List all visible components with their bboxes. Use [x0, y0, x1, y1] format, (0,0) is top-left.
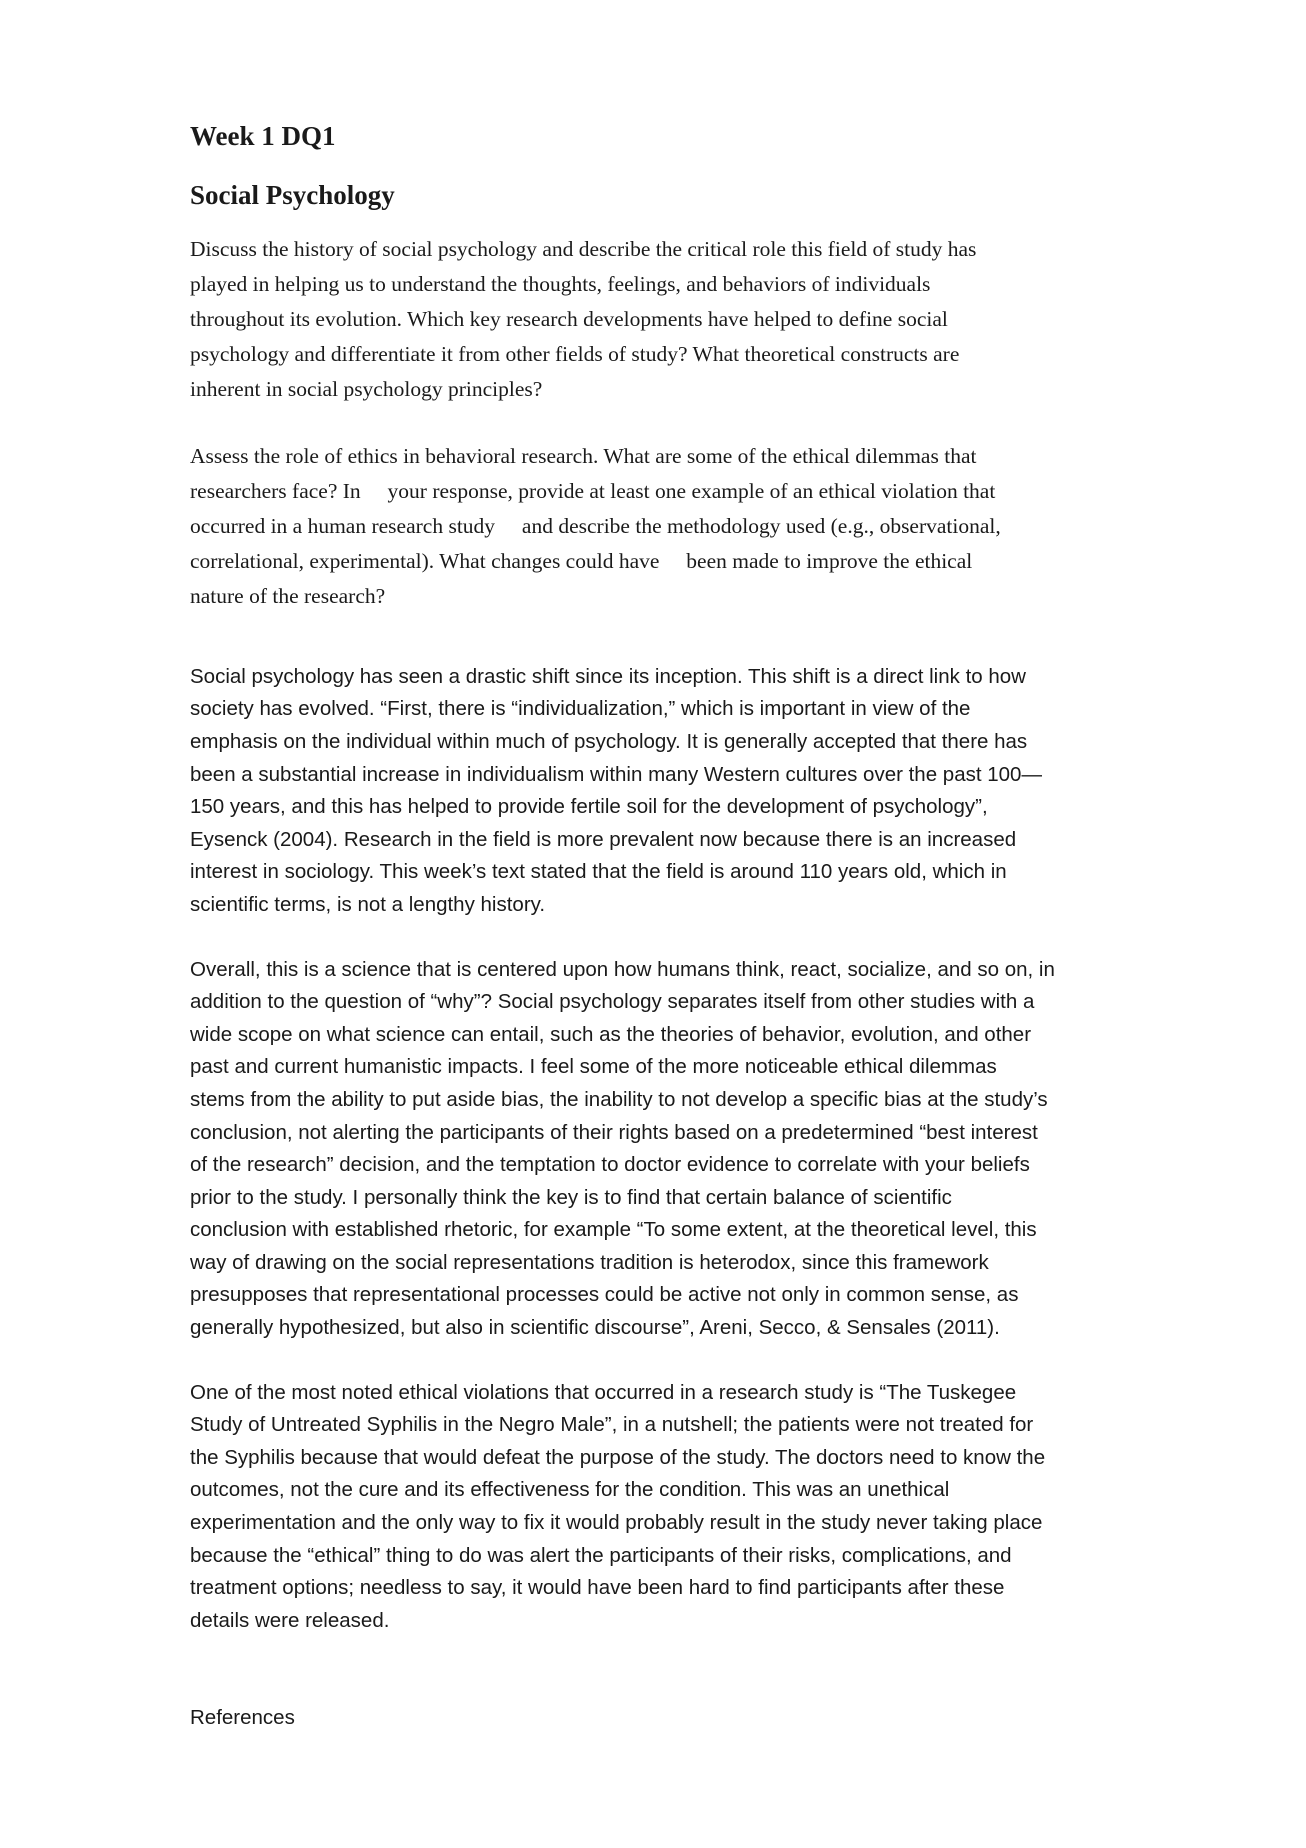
text-line: past and current humanistic impacts. I feel some of the more noticeable ethical dilemmas [190, 1055, 997, 1079]
text-line: Study of Untreated Syphilis in the Negro Male”, in a nutshell; the patients were not treated for [190, 1413, 1034, 1437]
text-line: been a substantial increase in individualism within many Western cultures over the past 100— [190, 762, 1042, 786]
document-title: Week 1 DQ1 [190, 121, 336, 151]
text-line: Overall, this is a science that is centered upon how humans think, react, socialize, and so on, in [190, 957, 1055, 981]
text-line: interest in sociology. This week’s text stated that the field is around 110 years old, which in [190, 860, 1007, 884]
text-line: generally hypothesized, but also in scientific discourse”, Areni, Secco, & Sensales (2011). [190, 1316, 1000, 1340]
answer-paragraph [190, 1377, 1230, 1638]
text-line: correlational, experimental). What changes could have been made to improve the ethical [190, 548, 973, 573]
text-line: addition to the question of “why”? Social psychology separates itself from other studies with a [190, 990, 1035, 1014]
text-line: conclusion, not alerting the participants of their rights based on a predetermined “best interest [190, 1120, 1038, 1144]
text-line: wide scope on what science can entail, such as the theories of behavior, evolution, and other [190, 1022, 1032, 1046]
text-line: Assess the role of ethics in behavioral research. What are some of the ethical dilemmas that [190, 443, 977, 468]
text-line: One of the most noted ethical violations that occurred in a research study is “The Tuskegee [190, 1380, 1017, 1404]
text-line: Discuss the history of social psychology and describe the critical role this field of study has [190, 236, 977, 261]
text-line: inherent in social psychology principles? [190, 376, 543, 401]
text-line: society has evolved. “First, there is “individualization,” which is important in view of the [190, 697, 971, 721]
text-line: throughout its evolution. Which key research developments have helped to define social [190, 306, 948, 331]
text-line: treatment options; needless to say, it would have been hard to find participants after these [190, 1576, 1005, 1600]
text-line: way of drawing on the social representations tradition is heterodox, since this framework [190, 1250, 989, 1274]
text-line: emphasis on the individual within much of psychology. It is generally accepted that there has [190, 729, 1028, 753]
answer-paragraph [190, 661, 1230, 922]
text-line: experimentation and the only way to fix it would probably result in the study never taking place [190, 1511, 1043, 1535]
text-line: conclusion with established rhetoric, for example “To some extent, at the theoretical level, this [190, 1218, 1037, 1242]
text-line: presupposes that representational processes could be active not only in common sense, as [190, 1283, 1019, 1307]
text-line: researchers face? In your response, provide at least one example of an ethical violation that [190, 478, 996, 503]
prompt-paragraph [190, 439, 1200, 614]
text-line: outcomes, not the cure and its effectiveness for the condition. This was an unethical [190, 1478, 950, 1502]
text-line: details were released. [190, 1608, 390, 1632]
text-line: occurred in a human research study and describe the methodology used (e.g., observational, [190, 513, 1001, 538]
text-line: psychology and differentiate it from other fields of study? What theoretical constructs are [190, 341, 960, 366]
text-line: scientific terms, is not a lengthy history. [190, 892, 546, 916]
document-page [190, 120, 1230, 1735]
text-line: prior to the study. I personally think the key is to find that certain balance of scientific [190, 1185, 952, 1209]
text-line: the Syphilis because that would defeat the purpose of the study. The doctors need to know the [190, 1445, 1046, 1469]
text-line: because the “ethical” thing to do was alert the participants of their risks, complications, and [190, 1543, 1012, 1567]
prompt-paragraph [190, 232, 1190, 407]
text-line: stems from the ability to put aside bias, the inability to not develop a specific bias at the study’s [190, 1087, 1048, 1111]
references-heading: References [190, 1706, 295, 1730]
text-line: Social psychology has seen a drastic shift since its inception. This shift is a direct link to how [190, 664, 1026, 688]
text-line: Eysenck (2004). Research in the field is more prevalent now because there is an increased [190, 827, 1017, 851]
document-subtitle: Social Psychology [190, 180, 395, 211]
text-line: played in helping us to understand the thoughts, feelings, and behaviors of individuals [190, 271, 931, 296]
text-line: 150 years, and this has helped to provide fertile soil for the development of psychology”, [190, 795, 988, 819]
text-line: nature of the research? [190, 583, 386, 608]
text-line: of the research” decision, and the temptation to doctor evidence to correlate with your beliefs [190, 1153, 1030, 1177]
answer-paragraph [190, 954, 1230, 1345]
